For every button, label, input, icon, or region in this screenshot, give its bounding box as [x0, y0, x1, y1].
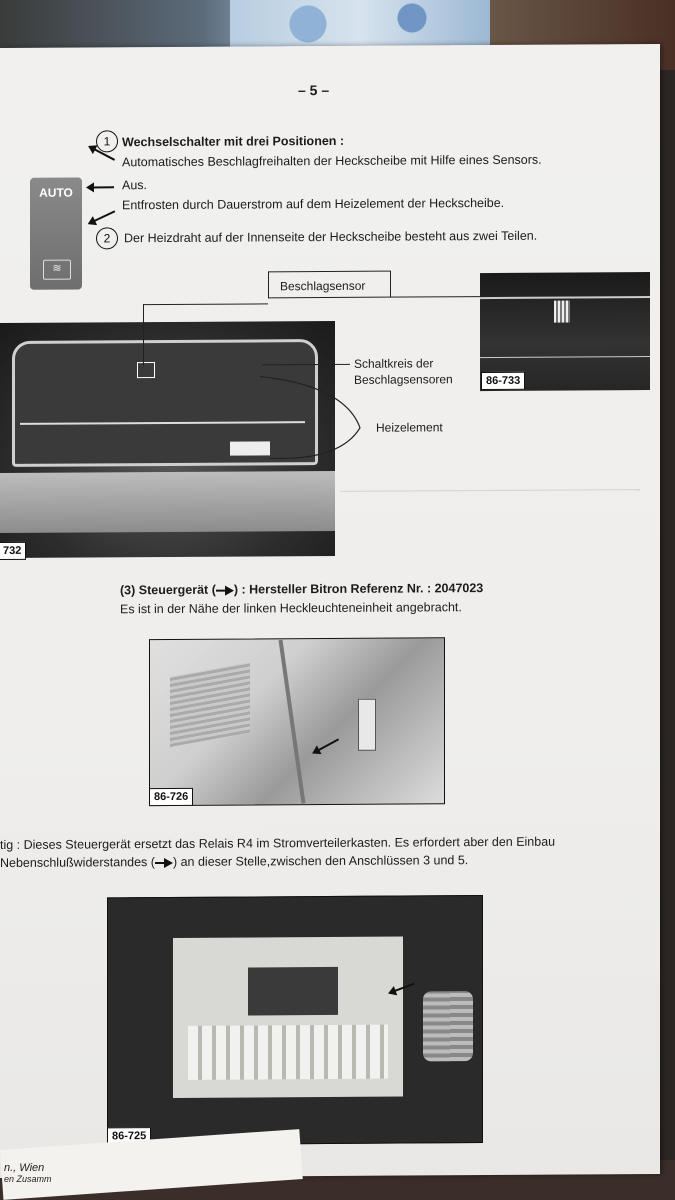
- steuergeraet-location: Es ist in der Nähe der linken Heckleuchteneinheit angebracht.: [120, 600, 462, 617]
- label-schaltkreis-1: Schaltkreis der: [354, 356, 434, 371]
- callout-line: [143, 303, 268, 305]
- steuergeraet-line: [120, 581, 483, 597]
- note-line-1: tig : Dieses Steuergerät ersetzt das Relais R4 im Stromverteilerkasten. Es erfordert aber den Einbau: [0, 834, 556, 852]
- label-schaltkreis-2: Beschlagsensoren: [354, 372, 453, 387]
- page-number: – 5 –: [298, 81, 330, 99]
- text-off-mode: Aus.: [122, 178, 148, 193]
- note-line-2: [0, 853, 468, 870]
- pointer-arrow-control-unit: [317, 738, 339, 751]
- fuse-row: [188, 1025, 388, 1080]
- pointer-arrow-defrost: [93, 210, 116, 222]
- label-beschlagsensor: Beschlagsensor: [280, 278, 366, 294]
- callout-line: [390, 271, 391, 298]
- sensor-element: [554, 301, 570, 323]
- closeup-top-line: [480, 296, 650, 299]
- steuergeraet-prefix: (3) Steuergerät (: [120, 582, 216, 598]
- callout-line: [143, 304, 144, 366]
- text-auto-mode: Automatisches Beschlagfreihalten der Heckscheibe mit Hilfe eines Sensors.: [122, 152, 542, 170]
- callout-line: [268, 271, 390, 273]
- photo-ref-732: 732: [0, 542, 26, 560]
- rear-defrost-icon: ≋: [43, 260, 71, 280]
- switch-auto-label: AUTO: [39, 185, 73, 200]
- underlying-text-2: en Zusamm: [4, 1174, 52, 1184]
- closeup-bottom-line: [480, 356, 650, 358]
- sensor-marker-box: [137, 362, 155, 378]
- underlying-text-1: n., Wien: [4, 1162, 45, 1174]
- steuergeraet-rest: ) : Hersteller Bitron Referenz Nr. : 2047023: [233, 581, 484, 597]
- underlying-page-text: [4, 1162, 52, 1184]
- note-line-2-b: ) an dieser Stelle,zwischen den Anschlüssen 3 und 5.: [172, 853, 469, 869]
- bleed-through-area: [340, 489, 640, 592]
- note-line-2-a: Nebenschlußwiderstandes (: [0, 855, 155, 870]
- photo-ref-86-726: 86-726: [149, 788, 193, 806]
- photo-ref-86-725: 86-725: [107, 1127, 151, 1145]
- manual-page: [0, 44, 660, 1178]
- connector-plug: [358, 699, 376, 751]
- text-defrost-mode: Entfrosten durch Dauerstrom auf dem Heizelement der Heckscheibe.: [122, 195, 505, 213]
- callout-line: [268, 296, 480, 298]
- pointer-icon: [155, 858, 173, 868]
- pedal: [423, 991, 473, 1061]
- cable-strand: [279, 640, 306, 804]
- marker-1: 1: [96, 130, 118, 152]
- three-position-switch: [30, 177, 82, 289]
- heizelement-brace: [250, 366, 375, 467]
- pointer-arrow-off: [92, 186, 114, 188]
- tail-lamp: [170, 662, 250, 747]
- callout-line: [268, 271, 269, 298]
- car-bumper: [0, 471, 335, 533]
- text-heating-wire: Der Heizdraht auf der Innenseite der Heckscheibe besteht aus zwei Teilen.: [124, 228, 538, 246]
- fuse-box-photo: [107, 895, 483, 1145]
- marker-2: 2: [96, 227, 118, 249]
- label-heizelement: Heizelement: [376, 420, 443, 435]
- switch-title: Wechselschalter mit drei Positionen :: [122, 133, 345, 150]
- relay-block: [248, 967, 338, 1016]
- pointer-icon: [216, 585, 234, 595]
- control-unit-photo: [149, 637, 445, 806]
- photo-ref-86-733: 86-733: [481, 372, 525, 390]
